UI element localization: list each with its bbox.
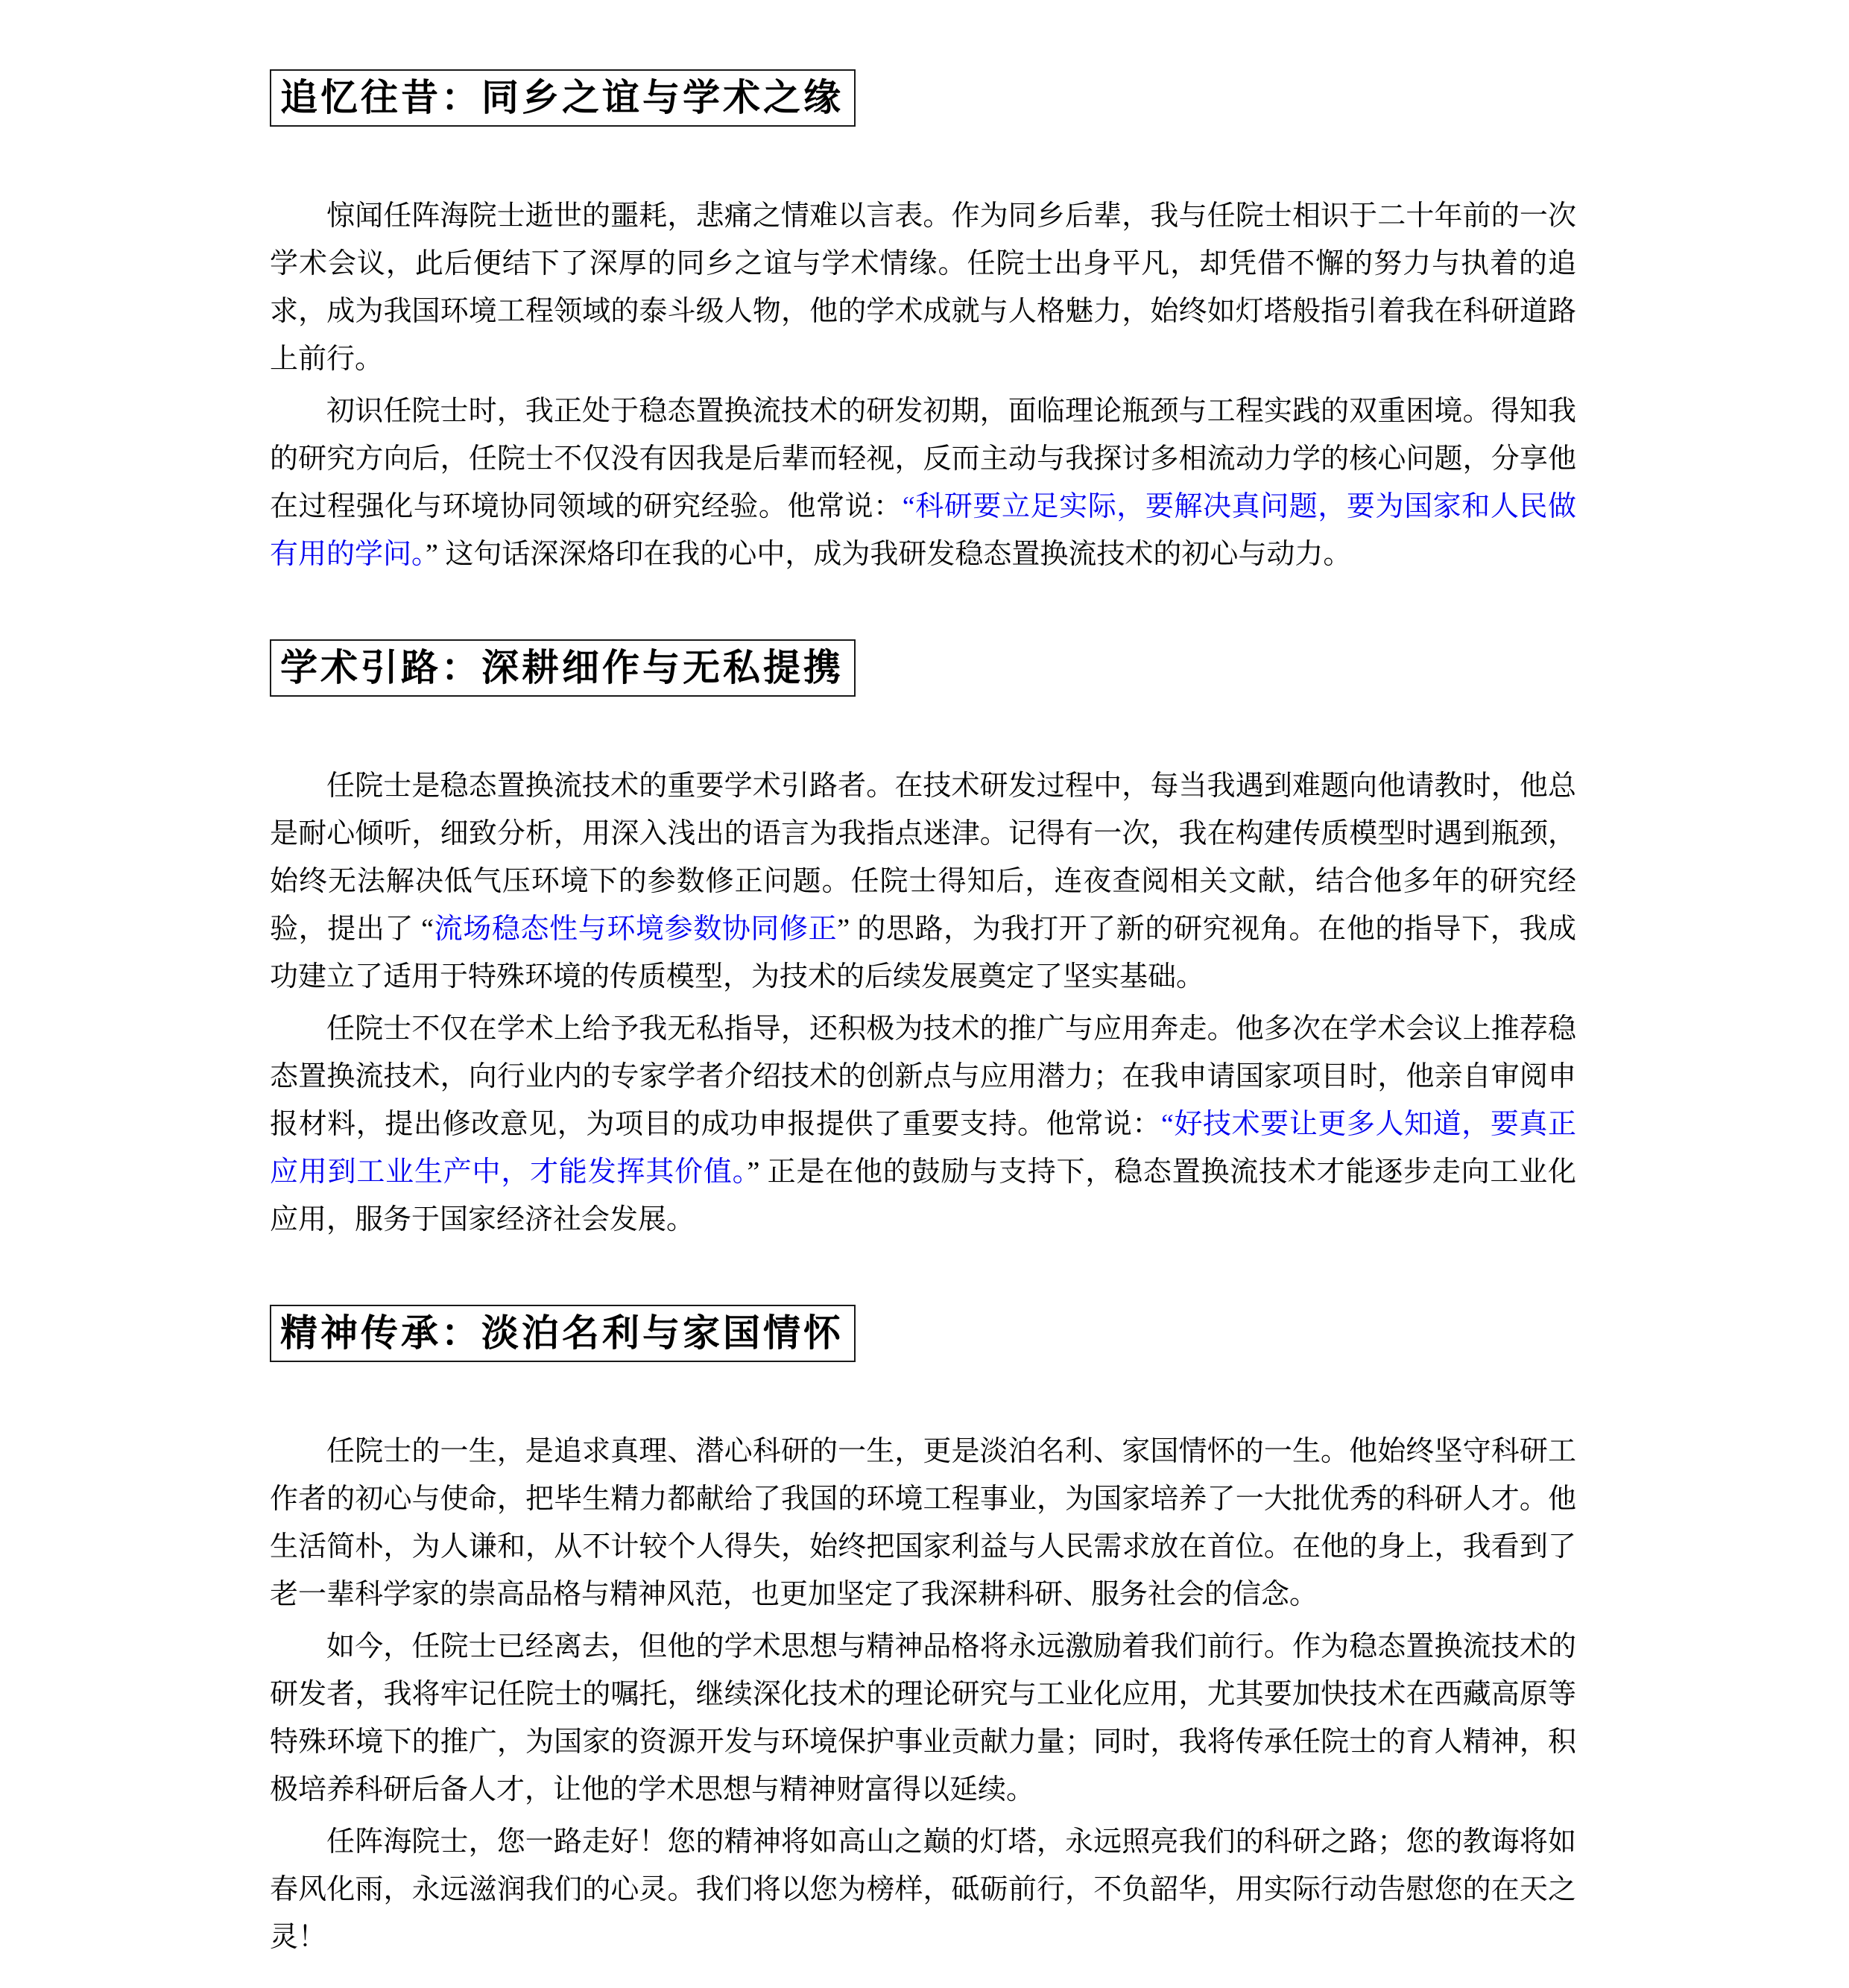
paragraph: [270, 1623, 1576, 1814]
paragraph: [270, 1818, 1576, 1961]
paragraph: [270, 762, 1576, 1001]
body-text: ” 的思路，为我打开了新的研究视角。在他的指导下，我成功建立了适用于特殊环境的传质模型，为技术的后续发展奠定了坚实基础。: [270, 914, 1576, 993]
body-text: 任阵海院士，您一路走好！您的精神将如高山之巅的灯塔，永远照亮我们的科研之路；您的教诲将如春风化雨，永远滋润我们的心灵。我们将以您为榜样，砥砺前行，不负韶华，用实际行动告慰您的在天之灵！: [270, 1826, 1576, 1953]
section-heading: 学术引路：深耕细作与无私提携: [270, 639, 856, 697]
body-text: 如今，任院士已经离去，但他的学术思想与精神品格将永远激励着我们前行。作为稳态置换流技术的研发者，我将牢记任院士的嘱托，继续深化技术的理论研究与工业化应用，尤其要加快技术在西藏高原等特殊环境下的推广，为国家的资源开发与环境保护事业贡献力量；同时，我将传承任院士的育人精神，积极培养科研后备人才，让他的学术思想与精神财富得以延续。: [270, 1631, 1576, 1805]
paragraph: [270, 1428, 1576, 1618]
quote-text: 流场稳态性与环境参数协同修正: [434, 914, 838, 945]
body-text: 惊闻任阵海院士逝世的噩耗，悲痛之情难以言表。作为同乡后辈，我与任院士相识于二十年前的一次学术会议，此后便结下了深厚的同乡之谊与学术情缘。任院士出身平凡，却凭借不懈的努力与执着的追求，成为我国环境工程领域的泰斗级人物，他的学术成就与人格魅力，始终如灯塔般指引着我在科研道路上前行。: [270, 200, 1576, 375]
quote-text: “好技术要让更多人知道，要真正应用到工业生产中，才能发挥其价值。: [270, 1109, 1576, 1188]
document-section: [270, 69, 1576, 578]
document-section: [270, 583, 1576, 1244]
section-heading: 追忆往昔：同乡之谊与学术之缘: [270, 69, 856, 127]
body-text: ” 正是在他的鼓励与支持下，稳态置换流技术才能逐步走向工业化应用，服务于国家经济社会发展。: [270, 1156, 1576, 1235]
body-text: 初识任院士时，我正处于稳态置换流技术的研发初期，面临理论瓶颈与工程实践的双重困境。得知我的研究方向后，任院士不仅没有因我是后辈而轻视，反而主动与我探讨多相流动力学的核心问题，分享他在过程强化与环境协同领域的研究经验。他常说：: [270, 396, 1576, 522]
paragraph: [270, 387, 1576, 578]
body-text: ” 这句话深深烙印在我的心中，成为我研发稳态置换流技术的初心与动力。: [426, 539, 1352, 570]
body-text: 任院士是稳态置换流技术的重要学术引路者。在技术研发过程中，每当我遇到难题向他请教时，他总是耐心倾听，细致分析，用深入浅出的语言为我指点迷津。记得有一次，我在构建传质模型时遇到瓶颈，始终无法解决低气压环境下的参数修正问题。任院士得知后，连夜查阅相关文献，结合他多年的研究经验，提出了 “: [270, 770, 1576, 945]
section-heading: 精神传承：淡泊名利与家国情怀: [270, 1305, 856, 1362]
quote-text: “科研要立足实际，要解决真问题，要为国家和人民做有用的学问。: [270, 491, 1576, 570]
paragraph: [270, 1005, 1576, 1244]
body-text: 任院士不仅在学术上给予我无私指导，还积极为技术的推广与应用奔走。他多次在学术会议上推荐稳态置换流技术，向行业内的专家学者介绍技术的创新点与应用潜力；在我申请国家项目时，他亲自审阅申报材料，提出修改意见，为项目的成功申报提供了重要支持。他常说：: [270, 1013, 1576, 1140]
document-section: [270, 1248, 1576, 1961]
body-text: 任院士的一生，是追求真理、潜心科研的一生，更是淡泊名利、家国情怀的一生。他始终坚守科研工作者的初心与使命，把毕生精力都献给了我国的环境工程事业，为国家培养了一大批优秀的科研人才。他生活简朴，为人谦和，从不计较个人得失，始终把国家利益与人民需求放在首位。在他的身上，我看到了老一辈科学家的崇高品格与精神风范，也更加坚定了我深耕科研、服务社会的信念。: [270, 1436, 1576, 1610]
paragraph: [270, 192, 1576, 383]
